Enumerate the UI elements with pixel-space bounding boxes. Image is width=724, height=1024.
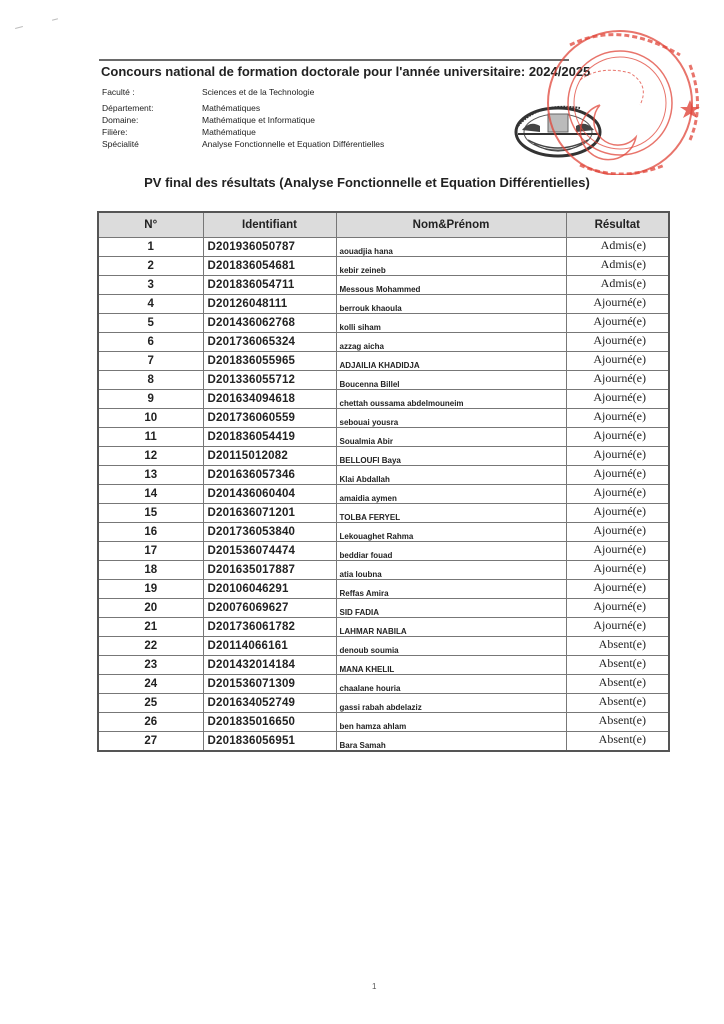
table-row — [98, 485, 669, 504]
meta-value: Mathématiques — [202, 103, 261, 113]
table-row — [98, 504, 669, 523]
row-number: 22 — [98, 637, 203, 656]
row-result: Ajourné(e) — [566, 504, 669, 523]
row-identifiant: D201835016650 — [203, 713, 336, 732]
row-result: Ajourné(e) — [566, 542, 669, 561]
row-name: azzag aicha — [336, 333, 566, 352]
header-rule — [99, 59, 569, 61]
row-identifiant: D201436062768 — [203, 314, 336, 333]
row-name: Messous Mohammed — [336, 276, 566, 295]
row-name: denoub soumia — [336, 637, 566, 656]
scan-artifact — [15, 26, 23, 29]
row-identifiant: D20076069627 — [203, 599, 336, 618]
table-row — [98, 257, 669, 276]
row-number: 9 — [98, 390, 203, 409]
row-number: 20 — [98, 599, 203, 618]
row-identifiant: D20106046291 — [203, 580, 336, 599]
row-number: 14 — [98, 485, 203, 504]
row-number: 21 — [98, 618, 203, 637]
row-identifiant: D201836054681 — [203, 257, 336, 276]
meta-row-department — [102, 102, 384, 114]
meta-value: Mathématique — [202, 127, 256, 137]
meta-value: Sciences et de la Technologie — [202, 87, 315, 97]
row-name: Soualmia Abir — [336, 428, 566, 447]
table-row — [98, 409, 669, 428]
table-row — [98, 447, 669, 466]
table-header-row — [98, 212, 669, 238]
row-identifiant: D20114066161 — [203, 637, 336, 656]
row-result: Ajourné(e) — [566, 295, 669, 314]
table-row — [98, 333, 669, 352]
column-header-name: Nom&Prénom — [336, 212, 566, 238]
meta-value: Mathématique et Informatique — [202, 115, 315, 125]
meta-row-domain — [102, 114, 384, 126]
row-result: Absent(e) — [566, 675, 669, 694]
table-row — [98, 561, 669, 580]
row-number: 19 — [98, 580, 203, 599]
row-result: Ajourné(e) — [566, 390, 669, 409]
table-row — [98, 713, 669, 732]
document-meta — [102, 86, 384, 150]
table-row — [98, 295, 669, 314]
row-result: Ajourné(e) — [566, 447, 669, 466]
row-number: 6 — [98, 333, 203, 352]
row-result: Ajourné(e) — [566, 333, 669, 352]
table-row — [98, 352, 669, 371]
row-number: 2 — [98, 257, 203, 276]
row-result: Ajourné(e) — [566, 599, 669, 618]
row-name: gassi rabah abdelaziz — [336, 694, 566, 713]
row-name: amaidia aymen — [336, 485, 566, 504]
row-number: 4 — [98, 295, 203, 314]
table-row — [98, 371, 669, 390]
row-result: Ajourné(e) — [566, 466, 669, 485]
row-result: Ajourné(e) — [566, 580, 669, 599]
row-identifiant: D201536071309 — [203, 675, 336, 694]
table-row — [98, 599, 669, 618]
row-name: Bara Samah — [336, 732, 566, 752]
row-name: kebir zeineb — [336, 257, 566, 276]
row-result: Ajourné(e) — [566, 523, 669, 542]
row-result: Ajourné(e) — [566, 428, 669, 447]
row-result: Ajourné(e) — [566, 485, 669, 504]
row-number: 27 — [98, 732, 203, 752]
row-result: Ajourné(e) — [566, 409, 669, 428]
meta-row-faculty — [102, 86, 384, 98]
table-row — [98, 238, 669, 257]
row-name: BELLOUFI Baya — [336, 447, 566, 466]
row-name: Lekouaghet Rahma — [336, 523, 566, 542]
table-row — [98, 276, 669, 295]
row-identifiant: D20126048111 — [203, 295, 336, 314]
row-identifiant: D201836054419 — [203, 428, 336, 447]
row-name: Reffas Amira — [336, 580, 566, 599]
row-number: 25 — [98, 694, 203, 713]
table-row — [98, 390, 669, 409]
row-identifiant: D20115012082 — [203, 447, 336, 466]
row-result: Absent(e) — [566, 732, 669, 752]
row-result: Ajourné(e) — [566, 618, 669, 637]
row-number: 24 — [98, 675, 203, 694]
table-row — [98, 542, 669, 561]
row-identifiant: D201936050787 — [203, 238, 336, 257]
table-row — [98, 618, 669, 637]
row-name: chettah oussama abdelmouneim — [336, 390, 566, 409]
table-row — [98, 523, 669, 542]
row-name: TOLBA FERYEL — [336, 504, 566, 523]
row-identifiant: D201432014184 — [203, 656, 336, 675]
row-identifiant: D201736061782 — [203, 618, 336, 637]
row-name: SID FADIA — [336, 599, 566, 618]
row-name: atia loubna — [336, 561, 566, 580]
row-result: Ajourné(e) — [566, 561, 669, 580]
row-name: ADJAILIA KHADIDJA — [336, 352, 566, 371]
row-name: LAHMAR NABILA — [336, 618, 566, 637]
row-name: aouadjia hana — [336, 238, 566, 257]
scan-artifact — [52, 18, 58, 21]
row-identifiant: D201336055712 — [203, 371, 336, 390]
row-number: 8 — [98, 371, 203, 390]
meta-label: Département: — [102, 103, 154, 113]
row-result: Absent(e) — [566, 637, 669, 656]
row-name: Klai Abdallah — [336, 466, 566, 485]
row-number: 5 — [98, 314, 203, 333]
row-result: Ajourné(e) — [566, 371, 669, 390]
row-number: 12 — [98, 447, 203, 466]
row-name: beddiar fouad — [336, 542, 566, 561]
row-result: Admis(e) — [566, 276, 669, 295]
row-identifiant: D201736065324 — [203, 333, 336, 352]
row-identifiant: D201536074474 — [203, 542, 336, 561]
row-name: sebouai yousra — [336, 409, 566, 428]
meta-row-filiere — [102, 126, 384, 138]
table-row — [98, 675, 669, 694]
row-number: 1 — [98, 238, 203, 257]
row-result: Absent(e) — [566, 713, 669, 732]
row-result: Ajourné(e) — [566, 352, 669, 371]
meta-label: Faculté : — [102, 87, 135, 97]
row-identifiant: D201836054711 — [203, 276, 336, 295]
page-number: 1 — [372, 982, 377, 991]
row-number: 3 — [98, 276, 203, 295]
row-result: Absent(e) — [566, 694, 669, 713]
column-header-result: Résultat — [566, 212, 669, 238]
table-row — [98, 580, 669, 599]
meta-label: Domaine: — [102, 115, 139, 125]
row-identifiant: D201636071201 — [203, 504, 336, 523]
row-number: 16 — [98, 523, 203, 542]
meta-row-specialite — [102, 138, 384, 150]
row-number: 13 — [98, 466, 203, 485]
row-identifiant: D201736053840 — [203, 523, 336, 542]
pv-title: PV final des résultats (Analyse Fonctionnelle et Equation Différentielles) — [144, 175, 590, 190]
table-row — [98, 314, 669, 333]
row-identifiant: D201836055965 — [203, 352, 336, 371]
row-number: 10 — [98, 409, 203, 428]
meta-label: Spécialité — [102, 139, 139, 149]
row-number: 23 — [98, 656, 203, 675]
row-name: Boucenna Billel — [336, 371, 566, 390]
row-number: 15 — [98, 504, 203, 523]
row-result: Admis(e) — [566, 238, 669, 257]
table-row — [98, 428, 669, 447]
row-identifiant: D201634094618 — [203, 390, 336, 409]
column-header-number: N° — [98, 212, 203, 238]
row-name: MANA KHELIL — [336, 656, 566, 675]
row-result: Absent(e) — [566, 656, 669, 675]
table-row — [98, 656, 669, 675]
results-table — [97, 211, 670, 752]
row-number: 11 — [98, 428, 203, 447]
official-stamp-icon — [540, 25, 724, 175]
row-number: 26 — [98, 713, 203, 732]
row-name: berrouk khaoula — [336, 295, 566, 314]
row-identifiant: D201634052749 — [203, 694, 336, 713]
table-row — [98, 466, 669, 485]
meta-value: Analyse Fonctionnelle et Equation Différentielles — [202, 139, 385, 149]
table-row — [98, 694, 669, 713]
row-number: 7 — [98, 352, 203, 371]
row-identifiant: D201736060559 — [203, 409, 336, 428]
row-name: kolli siham — [336, 314, 566, 333]
table-row — [98, 637, 669, 656]
row-identifiant: D201436060404 — [203, 485, 336, 504]
row-name: chaalane houria — [336, 675, 566, 694]
column-header-identifiant: Identifiant — [203, 212, 336, 238]
meta-label: Filière: — [102, 127, 128, 137]
row-name: ben hamza ahlam — [336, 713, 566, 732]
table-row — [98, 732, 669, 752]
row-identifiant: D201836056951 — [203, 732, 336, 752]
document-title: Concours national de formation doctorale pour l'année universitaire: 2024/2025 — [101, 64, 591, 79]
row-result: Ajourné(e) — [566, 314, 669, 333]
row-identifiant: D201636057346 — [203, 466, 336, 485]
row-result: Admis(e) — [566, 257, 669, 276]
row-identifiant: D201635017887 — [203, 561, 336, 580]
row-number: 18 — [98, 561, 203, 580]
row-number: 17 — [98, 542, 203, 561]
